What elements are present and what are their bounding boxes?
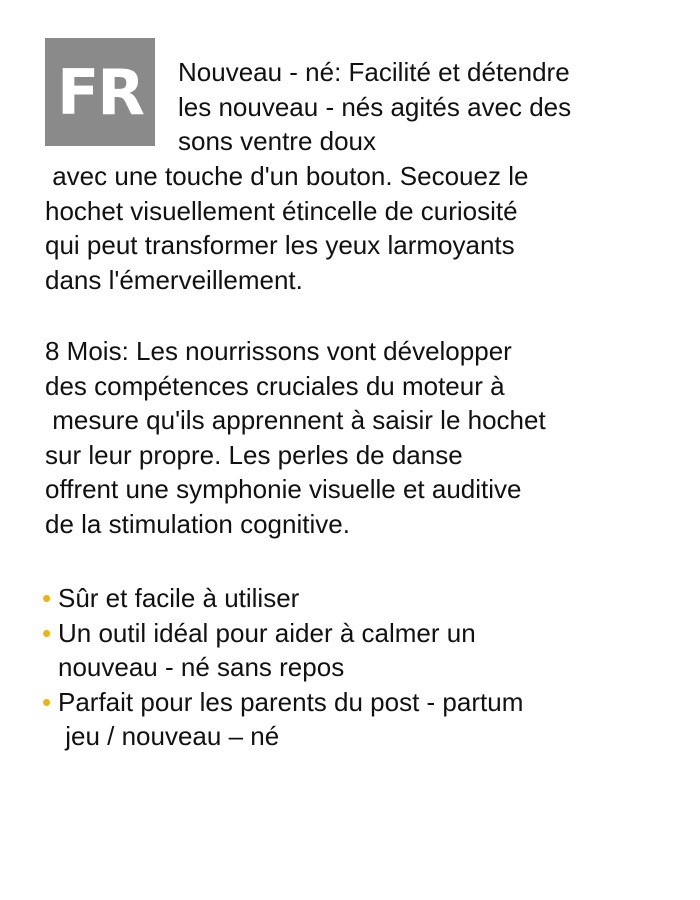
bullet-text: Parfait pour les parents du post - partum — [58, 686, 524, 717]
text-line: avec une touche d'un bouton. Secouez le — [45, 161, 529, 191]
bullet-dot-icon: • — [42, 617, 52, 648]
text-line: offrent une symphonie visuelle et auditive — [45, 474, 522, 504]
text-line: hochet visuellement étincelle de curiosité — [45, 195, 518, 226]
bullet-text: nouveau - né sans repos — [58, 652, 345, 682]
text-line: dans l'émerveillement. — [45, 264, 303, 295]
text-line: les nouveau - nés agités avec des — [178, 91, 572, 122]
bullet-text: Un outil idéal pour aider à calmer un — [58, 617, 476, 648]
bullet-item-safe — [42, 581, 523, 616]
text-line: sons ventre doux — [178, 126, 377, 156]
feature-bullet-list — [42, 581, 523, 754]
bullet-dot-icon: • — [42, 583, 52, 613]
intro-paragraph-bottom — [45, 159, 528, 297]
bullet-dot-icon: • — [42, 686, 52, 717]
text-line: Nouveau - né: Facilité et détendre — [178, 57, 570, 87]
text-line: qui peut transformer les yeux larmoyants — [45, 230, 515, 260]
intro-paragraph-top — [178, 55, 571, 159]
bullet-line-continued — [42, 719, 523, 754]
bullet-text: jeu / nouveau – né — [58, 721, 280, 751]
text-line: de la stimulation cognitive. — [45, 508, 350, 539]
text-line: sur leur propre. Les perles de danse — [45, 439, 463, 470]
bullet-line-continued — [42, 650, 523, 685]
bullet-item-parents — [42, 685, 523, 754]
bullet-line — [42, 685, 523, 720]
bullet-line — [42, 581, 523, 616]
eight-month-paragraph — [45, 334, 546, 541]
bullet-text: Sûr et facile à utiliser — [58, 583, 300, 613]
bullet-line — [42, 616, 523, 651]
text-line: mesure qu'ils apprennent à saisir le hochet — [45, 405, 546, 435]
text-line: des compétences cruciales du moteur à — [45, 370, 505, 401]
bullet-item-calm — [42, 616, 523, 685]
text-line: 8 Mois: Les nourrissons vont développer — [45, 336, 512, 366]
language-badge-fr: FR — [45, 38, 155, 146]
